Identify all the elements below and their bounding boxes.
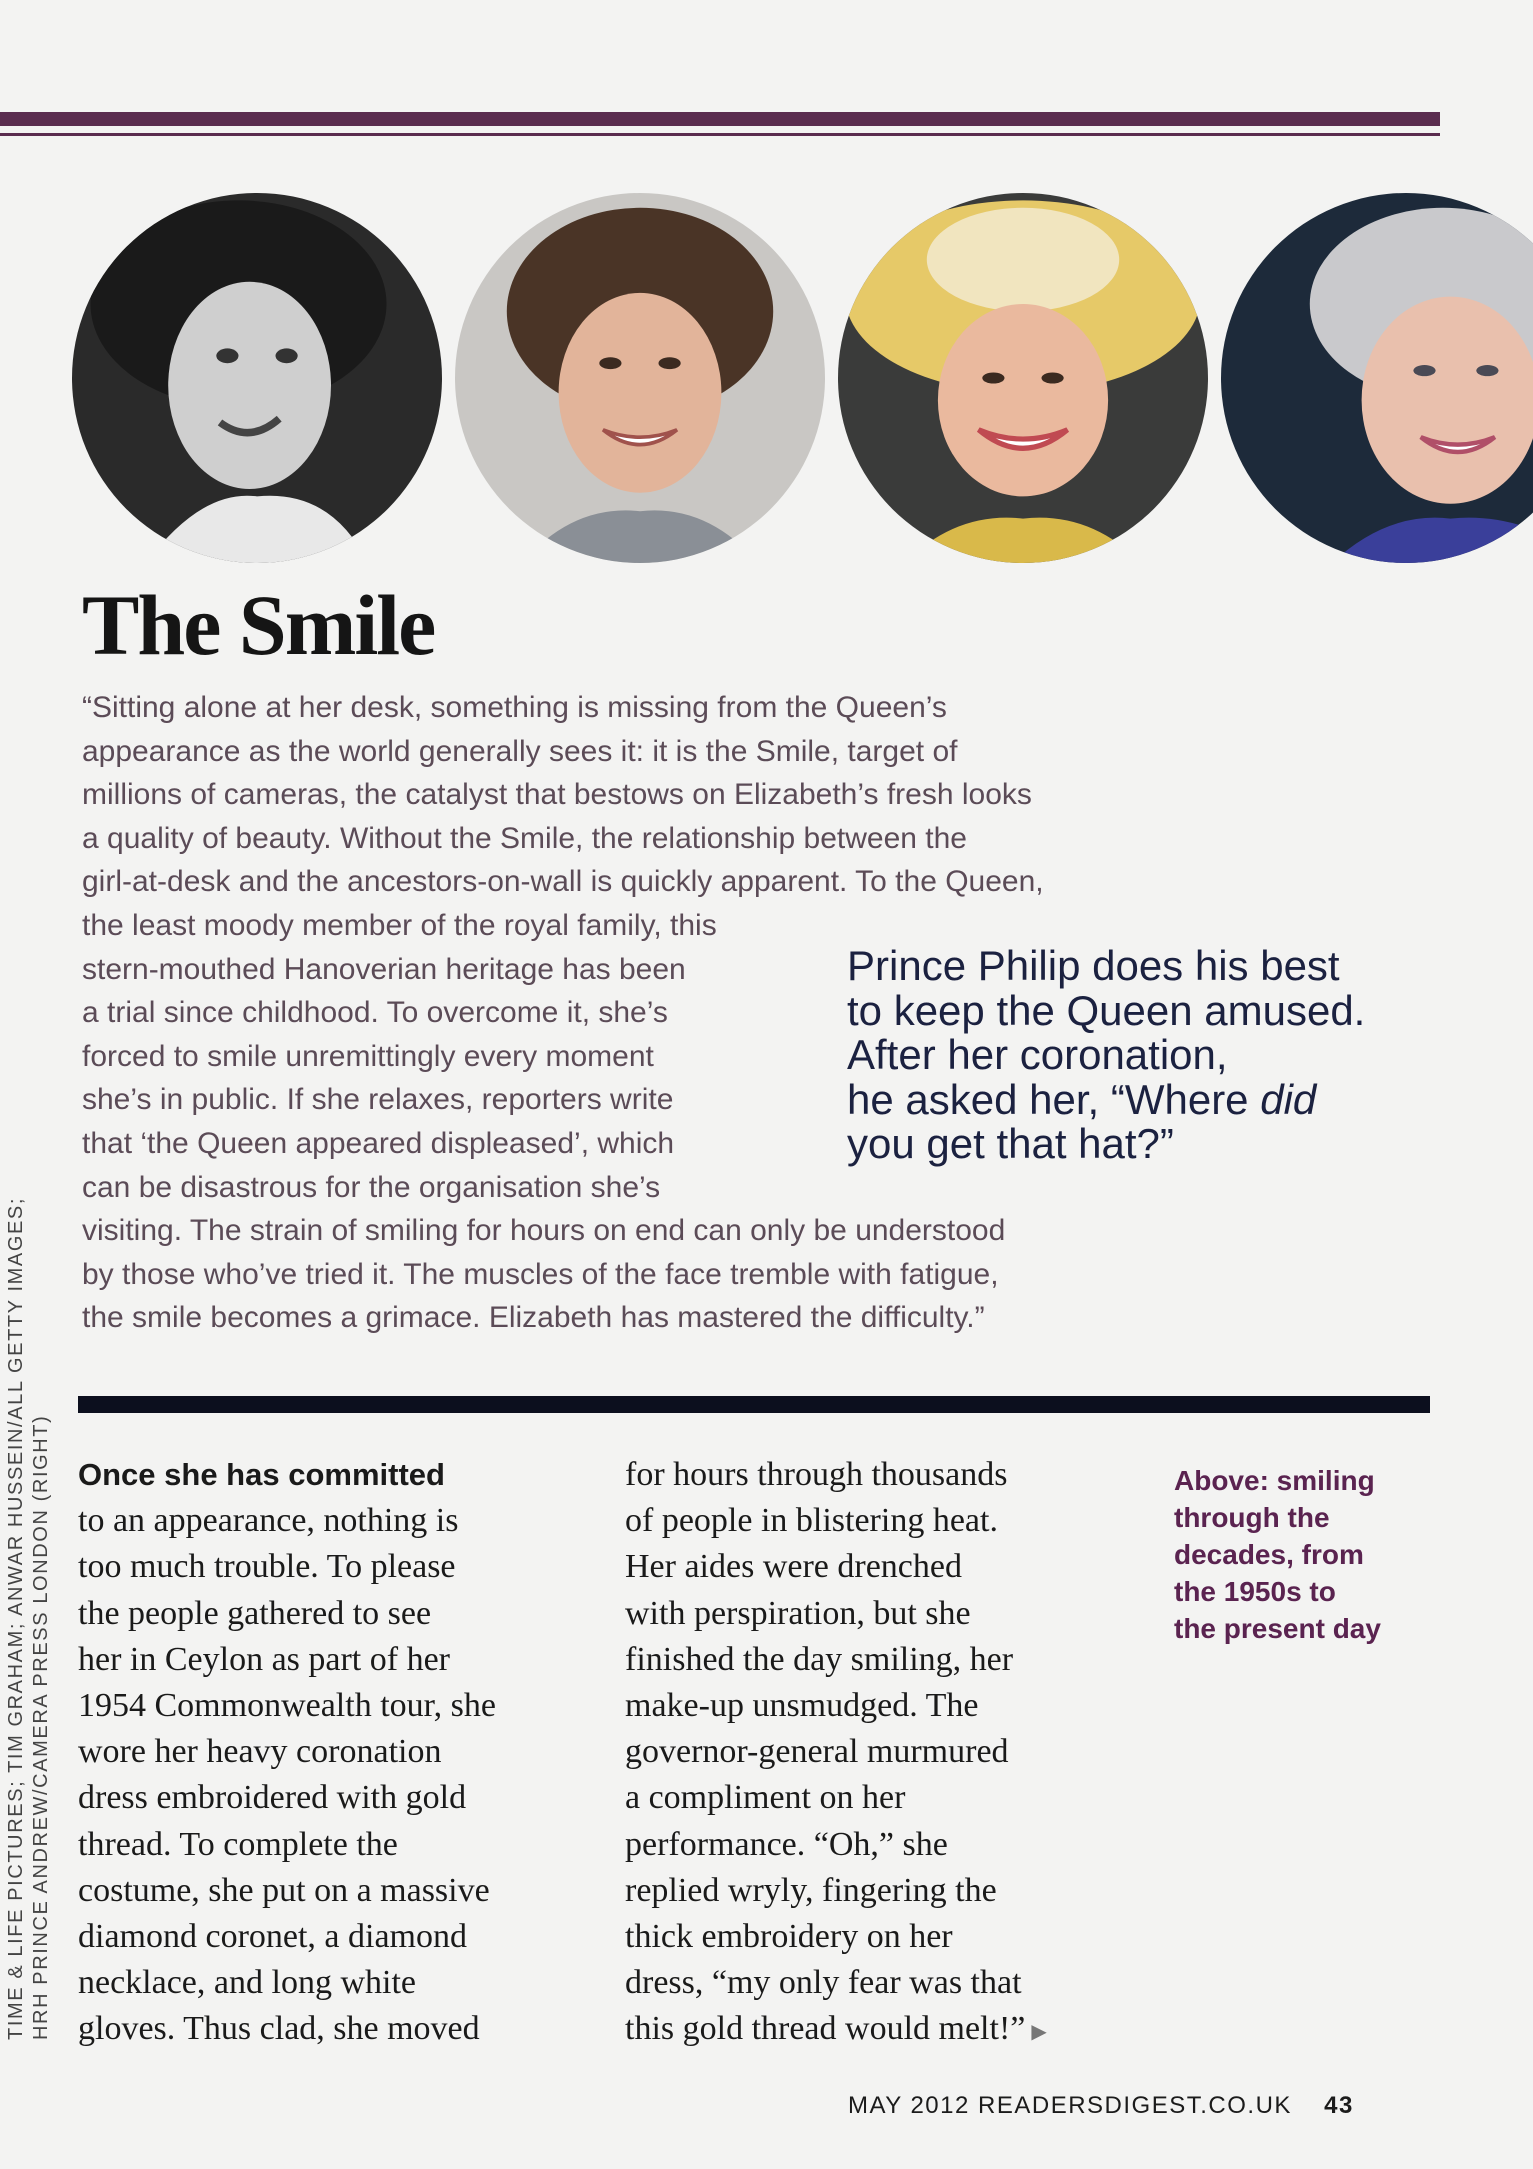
intro-line: can be disastrous for the organisation she’s	[82, 1170, 661, 1204]
credit-line: HRH PRINCE ANDREW/CAMERA PRESS LONDON (RIGHT)	[30, 1414, 52, 2040]
credit-line: TIME & LIFE PICTURES; TIM GRAHAM; ANWAR HUSSEIN/ALL GETTY IMAGES;	[5, 1196, 27, 2040]
body-line: her in Ceylon as part of her	[78, 1640, 450, 1678]
intro-line: a trial since childhood. To overcome it, she’s	[82, 996, 668, 1030]
intro-line: forced to smile unremittingly every moment	[82, 1039, 654, 1073]
caption-line: decades, from	[1174, 1539, 1364, 1570]
photo-credits	[4, 1197, 54, 2040]
body-line: governor-general murmured	[625, 1733, 1009, 1771]
body-line: diamond coronet, a diamond	[78, 1918, 468, 1956]
intro-line: millions of cameras, the catalyst that bestows on Elizabeth’s fresh looks	[82, 778, 1032, 812]
continue-arrow-icon: ▶	[1031, 2020, 1047, 2043]
body-line: with perspiration, but she	[625, 1594, 971, 1632]
article-title: The Smile	[82, 577, 435, 673]
body-line: gloves. Thus clad, she moved	[78, 2010, 480, 2048]
body-line: too much trouble. To please	[78, 1548, 456, 1586]
body-line: thick embroidery on her	[625, 1918, 953, 1956]
intro-line: a quality of beauty. Without the Smile, the relationship between the	[82, 821, 967, 855]
body-line: necklace, and long white	[78, 1964, 416, 2002]
body-line: dress embroidered with gold	[78, 1779, 467, 1817]
photo-caption	[1174, 1462, 1474, 1647]
intro-line: the least moody member of the royal family, this	[82, 908, 717, 942]
lead-in: Once she has committed	[78, 1457, 445, 1492]
intro-line: girl-at-desk and the ancestors-on-wall is quickly apparent. To the Queen,	[82, 865, 1044, 899]
body-line: 1954 Commonwealth tour, she	[78, 1687, 496, 1725]
top-rule-thin	[0, 133, 1440, 136]
body-line: for hours through thousands	[625, 1456, 1008, 1493]
caption-line: the present day	[1174, 1613, 1381, 1644]
pull-quote-emphasis: did	[1260, 1075, 1317, 1123]
pull-quote-line: After her coronation,	[847, 1031, 1228, 1078]
photo-1990s-yellow-hat	[838, 193, 1208, 563]
intro-line: “Sitting alone at her desk, something is missing from the Queen’s	[82, 691, 947, 724]
body-line: finished the day smiling, her	[625, 1640, 1014, 1678]
body-line: Her aides were drenched	[625, 1548, 962, 1586]
pull-quote-text: he asked her, “Where	[847, 1075, 1261, 1123]
body-line: the people gathered to see	[78, 1594, 432, 1632]
intro-line: by those who’ve tried it. The muscles of the face tremble with fatigue,	[82, 1257, 999, 1291]
body-line: thread. To complete the	[78, 1825, 398, 1863]
body-line: of people in blistering heat.	[625, 1502, 998, 1540]
photo-present-day-portrait	[1221, 193, 1533, 563]
caption-line: Above: smiling	[1174, 1465, 1375, 1496]
body-line: replied wryly, fingering the	[625, 1871, 997, 1909]
body-line: make-up unsmudged. The	[625, 1687, 979, 1725]
body-line: dress, “my only fear was that	[625, 1964, 1022, 2002]
photo-1950s-portrait	[72, 193, 442, 563]
intro-line: she’s in public. If she relaxes, reporters write	[82, 1083, 674, 1117]
pull-quote-line: you get that hat?”	[847, 1120, 1174, 1167]
body-column-1	[78, 1452, 598, 2053]
pull-quote-line	[847, 1075, 1447, 1123]
body-column-2	[625, 1452, 1145, 2055]
photo-1970s-portrait	[455, 193, 825, 563]
intro-line: visiting. The strain of smiling for hours on end can only be understood	[82, 1214, 1006, 1248]
intro-line: appearance as the world generally sees it: it is the Smile, target of	[82, 734, 958, 768]
page-number: 43	[1324, 2092, 1354, 2119]
body-line	[625, 2006, 1145, 2054]
pull-quote-line: to keep the Queen amused.	[847, 986, 1366, 1034]
intro-line: the smile becomes a grimace. Elizabeth has mastered the difficulty.”	[82, 1301, 985, 1335]
intro-line: that ‘the Queen appeared displeased’, which	[82, 1126, 675, 1160]
intro-line: stern-mouthed Hanoverian heritage has been	[82, 952, 686, 986]
page-footer	[848, 2092, 1354, 2120]
top-rule-thick	[0, 112, 1440, 126]
caption-line: through the	[1174, 1502, 1330, 1533]
pull-quote-line: Prince Philip does his best	[847, 942, 1340, 989]
body-line: costume, she put on a massive	[78, 1871, 490, 1909]
body-line: wore her heavy coronation	[78, 1733, 442, 1771]
caption-line: the 1950s to	[1174, 1576, 1336, 1607]
body-line-text: this gold thread would melt!”	[625, 2010, 1026, 2048]
site-url: READERSDIGEST.CO.UK	[978, 2092, 1292, 2119]
section-divider	[78, 1396, 1430, 1413]
issue-date: MAY 2012	[848, 2092, 970, 2119]
body-line: performance. “Oh,” she	[625, 1825, 948, 1863]
body-line: to an appearance, nothing is	[78, 1502, 459, 1540]
pull-quote	[847, 944, 1447, 1167]
body-line: a compliment on her	[625, 1779, 906, 1817]
